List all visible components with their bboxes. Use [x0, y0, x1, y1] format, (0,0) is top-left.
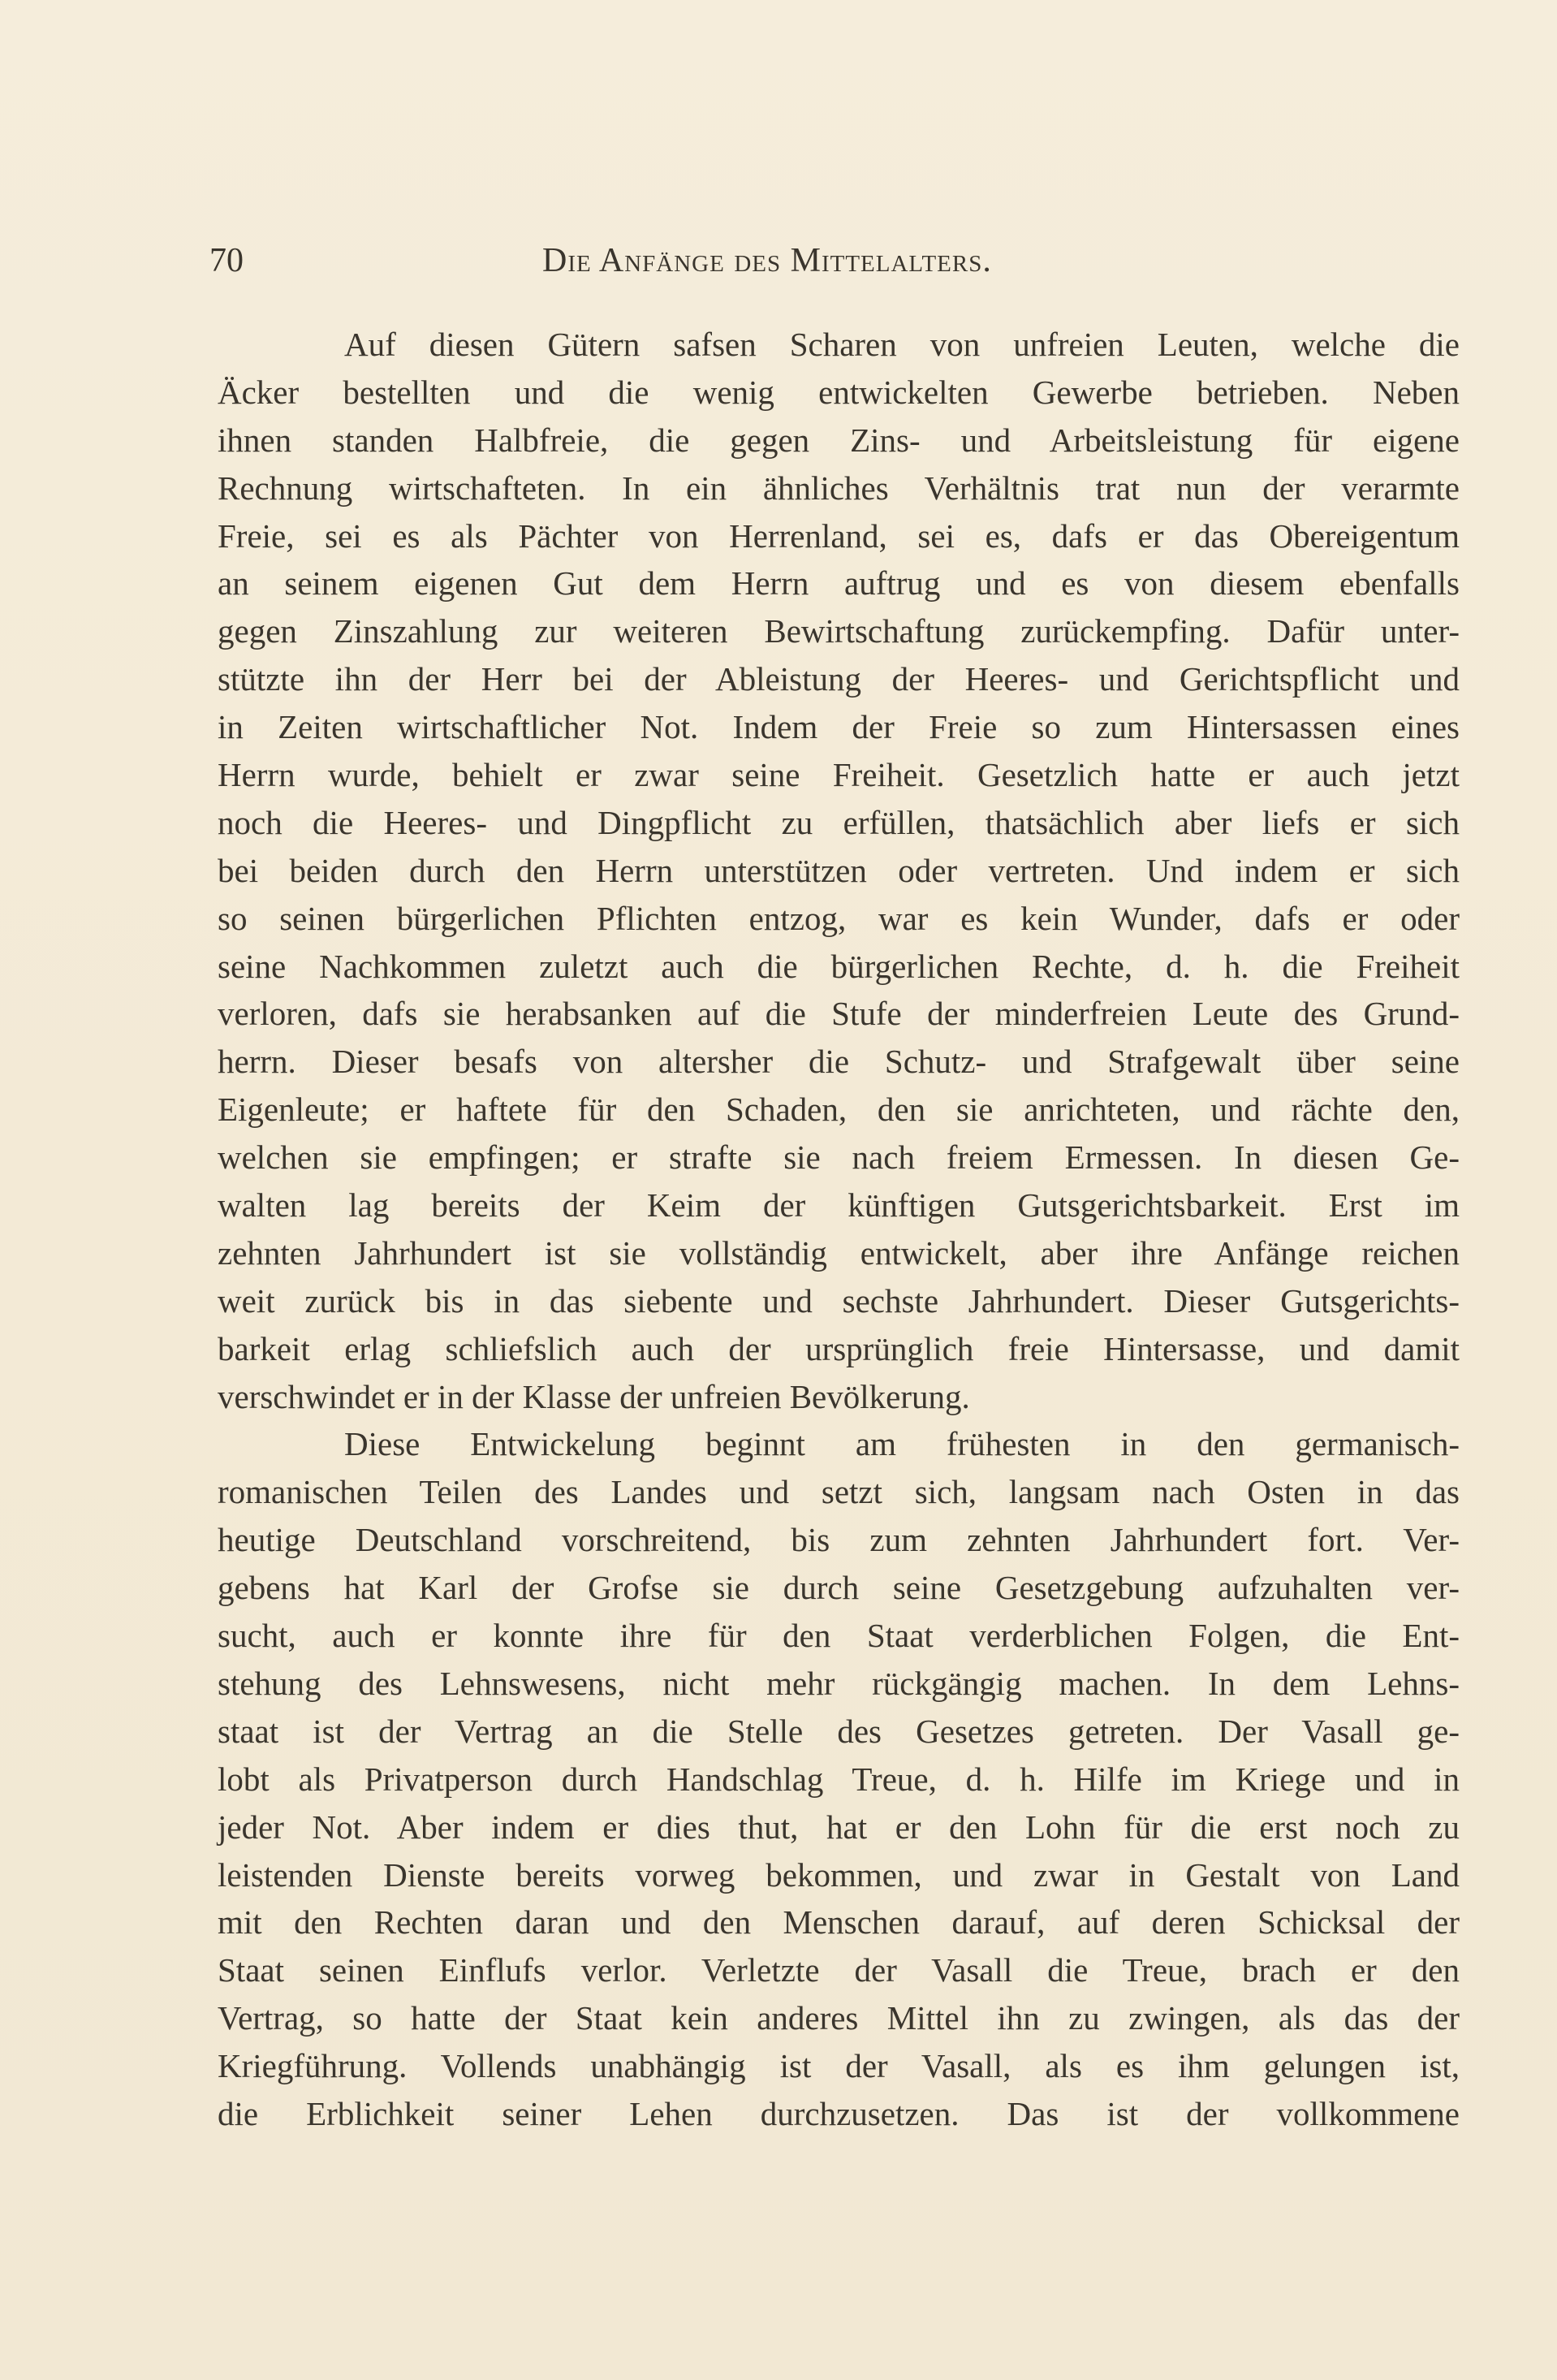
text-line: Eigenleute; er haftete für den Schaden, den sie anrichteten, und rächte den,: [218, 1091, 1460, 1129]
text-line: noch die Heeres- und Dingpflicht zu erfüllen, thatsächlich aber liefs er sich: [218, 803, 1460, 841]
text-line: stehung des Lehnswesens, nicht mehr rückgängig machen. In dem Lehns-: [218, 1664, 1460, 1702]
body-text: [218, 321, 1460, 2138]
text-line: gegen Zinszahlung zur weiteren Bewirtschaftung zurückempfing. Dafür unter-: [218, 612, 1460, 650]
text-line: verloren, dafs sie herabsanken auf die Stufe der minderfreien Leute des Grund-: [218, 995, 1460, 1033]
text-line: verschwindet er in der Klasse der unfreien Bevölkerung.: [218, 1377, 970, 1415]
text-line: gebens hat Karl der Grofse sie durch seine Gesetzgebung aufzuhalten ver-: [218, 1569, 1460, 1607]
text-line: Kriegführung. Vollends unabhängig ist der Vasall, als es ihm gelungen ist,: [218, 2047, 1460, 2085]
text-line: an seinem eigenen Gut dem Herrn auftrug und es von diesem ebenfalls: [218, 564, 1460, 603]
text-line: jeder Not. Aber indem er dies thut, hat er den Lohn für die erst noch zu: [218, 1808, 1460, 1846]
text-line: Staat seinen Einflufs verlor. Verletzte der Vasall die Treue, brach er den: [218, 1951, 1460, 1989]
text-line: weit zurück bis in das siebente und sechste Jahrhundert. Dieser Gutsgerichts-: [218, 1281, 1460, 1320]
text-line: welchen sie empfingen; er strafte sie nach freiem Ermessen. In diesen Ge-: [218, 1138, 1460, 1177]
text-line: ihnen standen Halbfreie, die gegen Zins- und Arbeitsleistung für eigene: [218, 421, 1460, 459]
text-line: so seinen bürgerlichen Pflichten entzog, war es kein Wunder, dafs er oder: [218, 899, 1460, 937]
text-line: herrn. Dieser besafs von altersher die Schutz- und Strafgewalt über seine: [218, 1043, 1460, 1081]
text-line: heutige Deutschland vorschreitend, bis zum zehnten Jahrhundert fort. Ver-: [218, 1521, 1460, 1559]
text-line: Herrn wurde, behielt er zwar seine Freiheit. Gesetzlich hatte er auch jetzt: [218, 756, 1460, 794]
text-line: staat ist der Vertrag an die Stelle des Gesetzes getreten. Der Vasall ge-: [218, 1712, 1460, 1750]
text-line: seine Nachkommen zuletzt auch die bürgerlichen Rechte, d. h. die Freiheit: [218, 947, 1460, 985]
running-title: Die Anfänge des Mittelalters.: [542, 242, 992, 279]
text-line: bei beiden durch den Herrn unterstützen oder vertreten. Und indem er sich: [218, 851, 1460, 889]
text-line: Rechnung wirtschafteten. In ein ähnliches Verhältnis trat nun der verarmte: [218, 469, 1460, 507]
text-line: Vertrag, so hatte der Staat kein anderes Mittel ihn zu zwingen, als das der: [218, 1999, 1460, 2037]
text-line: leistenden Dienste bereits vorweg bekommen, und zwar in Gestalt von Land: [218, 1855, 1460, 1894]
text-line: Äcker bestellten und die wenig entwickelten Gewerbe betrieben. Neben: [218, 373, 1460, 411]
page-header: [209, 240, 1464, 289]
text-line: stützte ihn der Herr bei der Ableistung der Heeres- und Gerichtspflicht und: [218, 660, 1460, 698]
text-line: in Zeiten wirtschaftlicher Not. Indem der Freie so zum Hintersassen eines: [218, 708, 1460, 746]
text-line: mit den Rechten daran und den Menschen darauf, auf deren Schicksal der: [218, 1903, 1460, 1942]
text-line: lobt als Privatperson durch Handschlag Treue, d. h. Hilfe im Kriege und in: [218, 1760, 1460, 1798]
page-number: 70: [209, 242, 244, 279]
text-line: die Erblichkeit seiner Lehen durchzusetzen. Das ist der vollkommene: [218, 2094, 1460, 2132]
text-line: Freie, sei es als Pächter von Herrenland, sei es, dafs er das Obereigentum: [218, 516, 1460, 555]
text-line: zehnten Jahrhundert ist sie vollständig entwickelt, aber ihre Anfänge reichen: [218, 1233, 1460, 1272]
text-line: sucht, auch er konnte ihre für den Staat verderblichen Folgen, die Ent-: [218, 1617, 1460, 1655]
text-line: walten lag bereits der Keim der künftigen Gutsgerichtsbarkeit. Erst im: [218, 1186, 1460, 1225]
text-line: Diese Entwickelung beginnt am frühesten in den germanisch-: [344, 1425, 1460, 1463]
text-line: romanischen Teilen des Landes und setzt sich, langsam nach Osten in das: [218, 1473, 1460, 1511]
text-line: barkeit erlag schliefslich auch der ursprünglich freie Hintersasse, und damit: [218, 1329, 1460, 1367]
text-line: Auf diesen Gütern safsen Scharen von unfreien Leuten, welche die: [344, 326, 1460, 363]
